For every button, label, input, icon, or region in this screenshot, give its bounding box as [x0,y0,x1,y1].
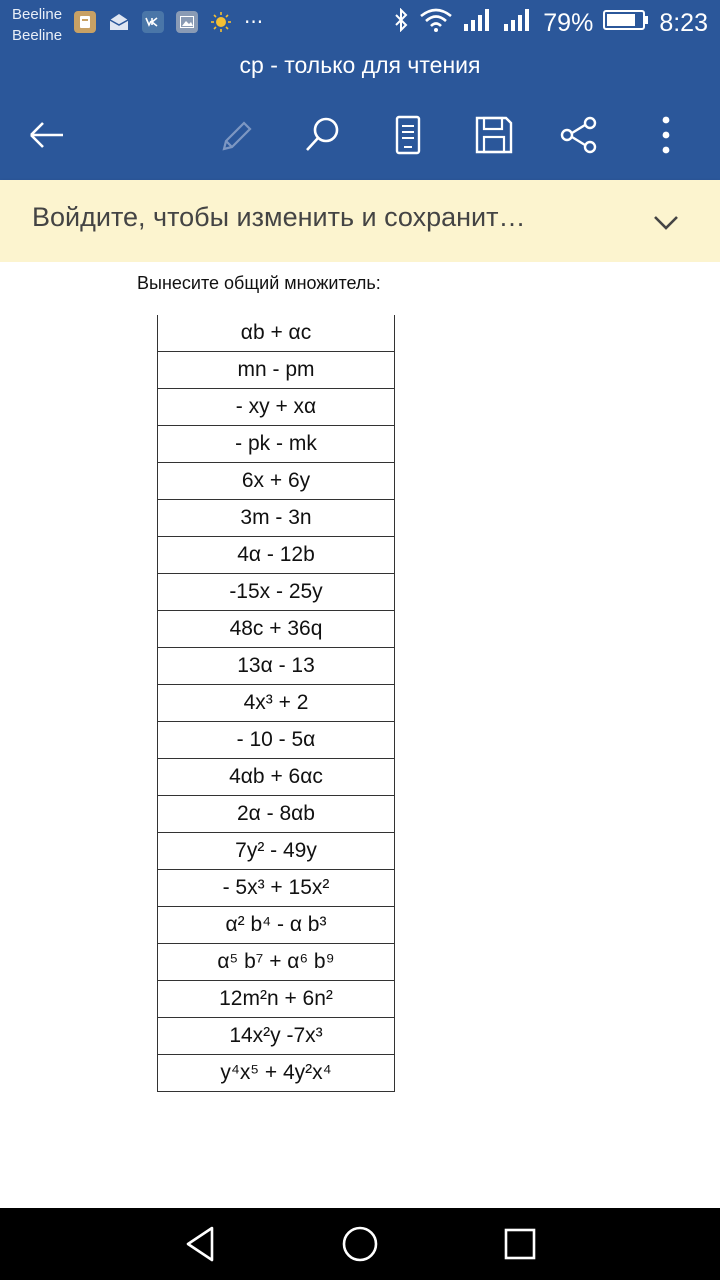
wifi-icon [419,8,453,39]
status-indicators [393,8,708,39]
more-vertical-icon [661,115,671,155]
mail-icon [108,11,130,33]
status-bar [0,0,720,50]
expand-banner-button[interactable] [648,204,684,240]
system-nav-bar [0,1208,720,1280]
table-row: - 5x³ + 15x² [158,869,394,906]
table-row: α² b⁴ - α b³ [158,906,394,943]
signal-icon-2 [503,8,533,39]
table-row: - 10 - 5α [158,721,394,758]
battery-percent: 79% [543,9,594,37]
more-notifications: ··· [244,10,264,34]
chevron-down-icon [648,204,684,240]
bluetooth-icon [393,8,409,39]
nav-home-circle-icon [340,1224,380,1264]
pencil-icon [216,115,256,155]
document-page[interactable] [0,262,720,1208]
table-row: 14x²y -7x³ [158,1017,394,1054]
table-row: 4αb + 6αc [158,758,394,795]
vk-icon [142,11,164,33]
carrier-2: Beeline [12,27,63,44]
table-row: y⁴x⁵ + 4y²x⁴ [158,1054,394,1091]
save-button[interactable] [469,110,519,160]
carrier-1: Beeline [12,6,63,23]
signal-icon-1 [463,8,493,39]
back-arrow-icon [27,120,67,150]
nav-back-button[interactable] [178,1222,222,1266]
nav-recents-square-icon [500,1224,540,1264]
table-row: - pk - mk [158,425,394,462]
share-button[interactable] [554,110,604,160]
table-row: 12m²n + 6n² [158,980,394,1017]
task-heading: Вынесите общий множитель: [137,273,381,293]
table-row: αb + αc [240,321,312,344]
search-icon [302,115,342,155]
battery-icon [603,9,649,38]
table-row: mn - pm [158,351,394,388]
table-row: 6x + 6y [158,462,394,499]
app-header [0,0,720,180]
table-row: - xy + xα [158,388,394,425]
more-options-button[interactable] [641,110,691,160]
nav-home-button[interactable] [338,1222,382,1266]
table-row: 13α - 13 [158,647,394,684]
edit-button[interactable] [211,110,261,160]
save-floppy-icon [474,115,514,155]
table-row: 3m - 3n [158,499,394,536]
search-button[interactable] [297,110,347,160]
share-icon [559,115,599,155]
document-title: ср - только для чтения [239,52,481,78]
table-row: 4x³ + 2 [158,684,394,721]
mobile-view-icon [393,115,423,155]
sign-in-banner-text[interactable]: Войдите, чтобы изменить и сохранит… [32,202,526,232]
nav-back-triangle-icon [180,1224,220,1264]
table-row: α⁵ b⁷ + α⁶ b⁹ [158,943,394,980]
app-notification-icon [74,11,96,33]
weather-sun-icon [210,11,232,33]
back-button[interactable] [22,110,72,160]
clock: 8:23 [659,9,708,37]
table-row: 4α - 12b [158,536,394,573]
sign-in-banner[interactable] [0,180,720,262]
gallery-icon [176,11,198,33]
nav-recents-button[interactable] [498,1222,542,1266]
table-row: 7y² - 49y [158,832,394,869]
mobile-view-button[interactable] [383,110,433,160]
notification-icons [74,10,263,34]
table-row: 2α - 8αb [158,795,394,832]
carrier-labels [12,4,62,46]
table-row: -15x - 25y [158,573,394,610]
table-row: 48c + 36q [158,610,394,647]
expressions-table [157,315,395,1092]
toolbar [0,100,720,170]
